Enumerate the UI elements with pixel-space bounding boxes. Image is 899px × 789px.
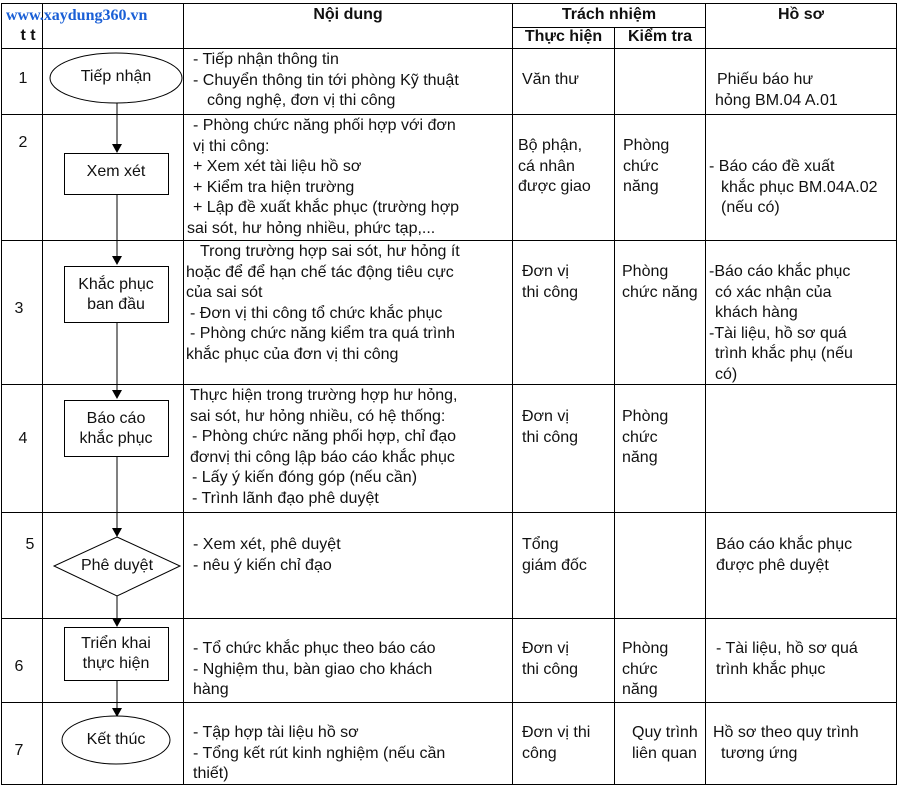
row-number: 7: [14, 742, 24, 759]
row-number: 6: [14, 658, 24, 675]
ho-so-cell-5: Báo cáo khắc phục được phê duyệt: [716, 536, 853, 574]
step-label-phe-duyet: Phê duyệt: [80, 557, 154, 574]
kiem-tra-cell-3: Phòng chức năng: [622, 263, 698, 301]
content-cell-2: - Phòng chức năng phối hợp với đơn vị thi công: + Xem xét tài liệu hồ sơ + Kiểm tra hiện trường + Lập đề xuất khắc phục (trường hợp sai sót, hư hỏng nhiều, phức tạp,...: [187, 117, 460, 237]
arrowhead-icon: [112, 256, 122, 265]
row-number: 2: [18, 134, 28, 151]
kiem-tra-cell-4: Phòng chức năng: [622, 408, 669, 466]
step-label-ket-thuc: Kết thúc: [86, 731, 146, 748]
content-cell-6: - Tổ chức khắc phục theo báo cáo - Nghiệm thu, bàn giao cho khách hàng: [193, 640, 436, 698]
content-cell-4: Thực hiện trong trường hợp hư hỏng, sai sót, hư hỏng nhiều, có hệ thống: - Phòng chức năng phối hợp, chỉ đạo đơnvị thi công lập báo cáo khắc phục - Lấy ý kiến đóng góp (nếu cần) - Trình lãnh đạo phê duyệt: [190, 387, 458, 507]
row-number: 4: [18, 430, 28, 447]
header-stt: t t: [20, 27, 36, 44]
header-noi-dung: Nội dung: [313, 6, 383, 23]
content-cell-7: - Tập hợp tài liệu hồ sơ - Tổng kết rút kinh nghiệm (nếu cần thiết): [193, 724, 446, 782]
arrowhead-icon: [112, 390, 122, 399]
step-label-xem-xet: Xem xét: [86, 163, 146, 180]
thuc-hien-cell-2: Bộ phận, cá nhân được giao: [518, 137, 591, 195]
row-number: 1: [18, 70, 28, 87]
kiem-tra-cell-7: Quy trình liên quan: [632, 724, 698, 762]
thuc-hien-cell-3: Đơn vị thi công: [522, 263, 579, 301]
content-cell-3: Trong trường hợp sai sót, hư hỏng ít hoặc để để hạn chế tác động tiêu cực của sai sót - Đơn vị thi công tổ chức khắc phục - Phòng chức năng kiểm tra quá trình khắc phục của đơn vị thi công: [186, 243, 460, 363]
arrowhead-icon: [112, 144, 122, 153]
header-kiem-tra: Kiểm tra: [627, 28, 693, 45]
ho-so-cell-2: - Báo cáo đề xuất khắc phục BM.04A.02 (nếu có): [709, 158, 878, 216]
header-trach-nhiem: Trách nhiệm: [561, 6, 657, 23]
watermark: www.xaydung360.vn: [6, 7, 148, 24]
content-cell-1: - Tiếp nhận thông tin - Chuyển thông tin tới phòng Kỹ thuật công nghệ, đơn vị thi công: [193, 51, 459, 109]
ho-so-cell-7: Hồ sơ theo quy trình tương ứng: [713, 724, 859, 762]
thuc-hien-cell-7: Đơn vị thi công: [522, 724, 591, 762]
thuc-hien-cell-4: Đơn vị thi công: [522, 408, 579, 446]
header-ho-so: Hồ sơ: [777, 6, 825, 23]
ho-so-cell-3: -Báo cáo khắc phục có xác nhận của khách hàng -Tài liệu, hồ sơ quá trình khắc phụ (nếu có): [709, 263, 853, 383]
kiem-tra-cell-2: Phòng chức năng: [623, 137, 670, 195]
ho-so-cell-6: - Tài liệu, hồ sơ quá trình khắc phục: [716, 640, 858, 678]
content-cell-5: - Xem xét, phê duyệt - nêu ý kiến chỉ đạo: [193, 536, 341, 574]
thuc-hien-cell-6: Đơn vị thi công: [522, 640, 579, 678]
header-thuc-hien: Thực hiện: [524, 28, 603, 45]
row-number: 5: [25, 536, 35, 553]
step-label-trien-khai: Triển khai thực hiện: [81, 635, 151, 672]
step-label-bao-cao-khac-phuc: Báo cáo khắc phục: [79, 410, 153, 447]
arrowhead-icon: [112, 618, 122, 627]
step-label-khac-phuc-ban-dau: Khắc phục ban đầu: [78, 276, 154, 313]
step-label-tiep-nhan: Tiếp nhận: [80, 68, 152, 85]
row-number: 3: [14, 300, 24, 317]
thuc-hien-cell-5: Tổng giám đốc: [522, 536, 587, 574]
thuc-hien-cell-1: Văn thư: [522, 71, 579, 88]
kiem-tra-cell-6: Phòng chức năng: [622, 640, 669, 698]
arrowhead-icon: [112, 528, 122, 537]
ho-so-cell-1: Phiếu báo hư hỏng BM.04 A.01: [715, 71, 838, 109]
